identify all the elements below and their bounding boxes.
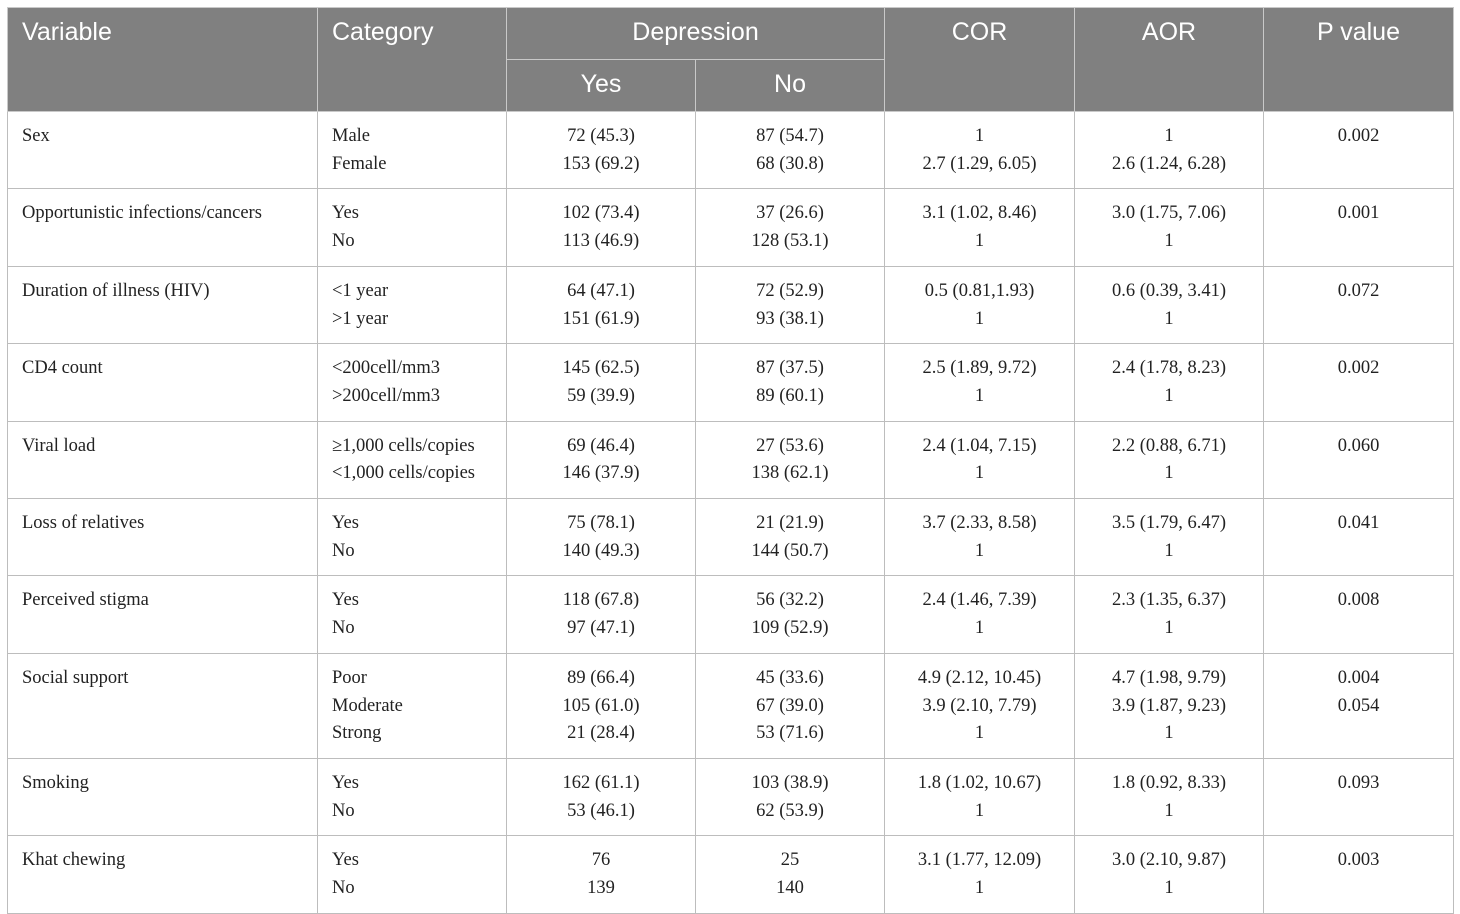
p-value-value: 0.001 bbox=[1337, 203, 1380, 224]
variable-cell bbox=[8, 758, 318, 835]
yes-cell bbox=[507, 576, 696, 653]
yes-value: 72 (45.3) bbox=[567, 126, 635, 146]
aor-value: 1.8 (0.92, 8.33) bbox=[1111, 772, 1227, 793]
p-value-cell bbox=[1264, 576, 1454, 653]
cor-value: 1 bbox=[974, 800, 985, 821]
variable-label: Opportunistic infections/cancers bbox=[22, 203, 262, 224]
header-cor: COR bbox=[885, 8, 1075, 112]
header-row bbox=[8, 8, 1454, 60]
p-value-cell bbox=[1264, 653, 1454, 758]
table-row bbox=[8, 112, 1454, 189]
yes-value: 113 (46.9) bbox=[562, 231, 640, 252]
aor-value: 3.9 (1.87, 9.23) bbox=[1111, 695, 1227, 716]
variable-cell bbox=[8, 189, 318, 266]
cor-value: 1 bbox=[974, 540, 985, 561]
yes-cell bbox=[507, 112, 696, 189]
cor-value: 1 bbox=[974, 878, 985, 899]
p-value-value: 0.041 bbox=[1337, 513, 1380, 534]
aor-value: 1 bbox=[1164, 618, 1174, 639]
table-row bbox=[8, 499, 1454, 576]
variable-label: Khat chewing bbox=[22, 850, 126, 871]
yes-value: 69 (46.4) bbox=[567, 435, 635, 456]
variable-label: Smoking bbox=[22, 772, 89, 793]
p-value-value: 0.002 bbox=[1337, 126, 1380, 146]
table-row bbox=[8, 576, 1454, 653]
aor-value: 1 bbox=[1164, 800, 1174, 821]
table-row bbox=[8, 344, 1454, 421]
variable-label: Perceived stigma bbox=[22, 590, 149, 611]
yes-cell bbox=[507, 189, 696, 266]
results-table bbox=[7, 7, 1454, 914]
yes-cell bbox=[507, 758, 696, 835]
yes-cell bbox=[507, 836, 696, 913]
variable-cell bbox=[8, 576, 318, 653]
cor-cell bbox=[885, 189, 1075, 266]
no-value: 53 (71.6) bbox=[756, 723, 824, 744]
table-row bbox=[8, 653, 1454, 758]
header-p-value: P value bbox=[1264, 8, 1454, 112]
p-value-cell bbox=[1264, 189, 1454, 266]
no-value: 68 (30.8) bbox=[756, 153, 824, 174]
no-cell bbox=[696, 421, 885, 498]
no-value: 27 (53.6) bbox=[756, 435, 824, 456]
cor-cell bbox=[885, 653, 1075, 758]
table-body bbox=[8, 112, 1454, 914]
p-value-value: 0.004 bbox=[1337, 667, 1380, 688]
yes-value: 162 (61.1) bbox=[562, 772, 640, 793]
category-value: ≥1,000 cells/copies bbox=[332, 435, 475, 456]
aor-cell bbox=[1075, 112, 1264, 189]
p-value-value: 0.002 bbox=[1337, 358, 1380, 379]
p-value-value: 0.060 bbox=[1337, 435, 1380, 456]
p-value-value: 0.008 bbox=[1337, 590, 1380, 611]
category-value: >1 year bbox=[332, 308, 389, 329]
header-yes: Yes bbox=[507, 60, 696, 112]
cor-value: 1.8 (1.02, 10.67) bbox=[917, 772, 1042, 793]
header-depression: Depression bbox=[507, 8, 885, 60]
category-cell bbox=[318, 421, 507, 498]
yes-cell bbox=[507, 344, 696, 421]
category-value: <200cell/mm3 bbox=[332, 358, 441, 379]
table-row bbox=[8, 758, 1454, 835]
no-value: 138 (62.1) bbox=[751, 463, 829, 484]
variable-cell bbox=[8, 836, 318, 913]
no-value: 140 bbox=[776, 878, 804, 899]
category-value: No bbox=[332, 800, 355, 821]
header-aor: AOR bbox=[1075, 8, 1264, 112]
cor-value: 1 bbox=[974, 385, 985, 406]
aor-value: 3.5 (1.79, 6.47) bbox=[1111, 513, 1227, 534]
category-cell bbox=[318, 266, 507, 343]
aor-value: 0.6 (0.39, 3.41) bbox=[1111, 280, 1227, 301]
aor-cell bbox=[1075, 836, 1264, 913]
cor-cell bbox=[885, 112, 1075, 189]
aor-cell bbox=[1075, 499, 1264, 576]
variable-label: CD4 count bbox=[22, 358, 103, 379]
aor-value: 2.4 (1.78, 8.23) bbox=[1111, 358, 1227, 379]
yes-value: 139 bbox=[587, 878, 615, 899]
yes-value: 105 (61.0) bbox=[562, 695, 640, 716]
yes-cell bbox=[507, 653, 696, 758]
cor-value: 2.4 (1.46, 7.39) bbox=[922, 590, 1037, 611]
yes-cell bbox=[507, 266, 696, 343]
no-value: 144 (50.7) bbox=[751, 540, 829, 561]
category-value: <1,000 cells/copies bbox=[332, 463, 475, 484]
yes-value: 97 (47.1) bbox=[567, 618, 635, 639]
category-cell bbox=[318, 112, 507, 189]
variable-label: Viral load bbox=[22, 435, 96, 456]
no-cell bbox=[696, 112, 885, 189]
no-cell bbox=[696, 576, 885, 653]
category-cell bbox=[318, 576, 507, 653]
no-value: 103 (38.9) bbox=[751, 772, 829, 793]
cor-value: 2.7 (1.29, 6.05) bbox=[922, 153, 1037, 174]
no-value: 109 (52.9) bbox=[751, 618, 829, 639]
p-value-cell bbox=[1264, 758, 1454, 835]
table-header bbox=[8, 8, 1454, 112]
variable-label: Duration of illness (HIV) bbox=[22, 280, 210, 301]
no-value: 62 (53.9) bbox=[756, 800, 824, 821]
variable-cell bbox=[8, 421, 318, 498]
category-cell bbox=[318, 653, 507, 758]
variable-cell bbox=[8, 112, 318, 189]
category-cell bbox=[318, 189, 507, 266]
category-value: <1 year bbox=[332, 280, 389, 301]
aor-value: 1 bbox=[1164, 540, 1174, 561]
category-cell bbox=[318, 836, 507, 913]
cor-value: 3.9 (2.10, 7.79) bbox=[922, 695, 1037, 716]
no-value: 56 (32.2) bbox=[756, 590, 824, 611]
yes-cell bbox=[507, 421, 696, 498]
aor-cell bbox=[1075, 189, 1264, 266]
cor-cell bbox=[885, 344, 1075, 421]
yes-value: 146 (37.9) bbox=[562, 463, 640, 484]
no-value: 87 (54.7) bbox=[756, 126, 824, 146]
aor-value: 1 bbox=[1164, 126, 1174, 146]
yes-value: 140 (49.3) bbox=[562, 540, 640, 561]
header-no: No bbox=[696, 60, 885, 112]
aor-value: 4.7 (1.98, 9.79) bbox=[1111, 667, 1227, 688]
category-value: Yes bbox=[332, 850, 359, 871]
p-value-value: 0.093 bbox=[1337, 772, 1380, 793]
aor-value: 1 bbox=[1164, 231, 1174, 252]
cor-value: 3.1 (1.02, 8.46) bbox=[922, 203, 1037, 224]
no-cell bbox=[696, 836, 885, 913]
no-value: 93 (38.1) bbox=[756, 308, 824, 329]
aor-cell bbox=[1075, 653, 1264, 758]
category-value: Yes bbox=[332, 772, 359, 793]
category-value: Poor bbox=[332, 667, 367, 688]
category-value: No bbox=[332, 540, 355, 561]
cor-cell bbox=[885, 758, 1075, 835]
aor-value: 3.0 (2.10, 9.87) bbox=[1111, 850, 1227, 871]
cor-cell bbox=[885, 836, 1075, 913]
p-value-cell bbox=[1264, 112, 1454, 189]
aor-value: 1 bbox=[1164, 723, 1174, 744]
cor-value: 1 bbox=[974, 126, 985, 146]
variable-label: Loss of relatives bbox=[22, 513, 145, 534]
yes-value: 64 (47.1) bbox=[567, 280, 635, 301]
category-value: No bbox=[332, 618, 355, 639]
category-value: Strong bbox=[332, 723, 382, 744]
cor-value: 1 bbox=[974, 463, 985, 484]
yes-value: 21 (28.4) bbox=[567, 723, 635, 744]
p-value-cell bbox=[1264, 499, 1454, 576]
cor-value: 4.9 (2.12, 10.45) bbox=[917, 667, 1042, 688]
variable-label: Social support bbox=[22, 667, 129, 688]
yes-value: 59 (39.9) bbox=[567, 385, 635, 406]
cor-cell bbox=[885, 576, 1075, 653]
variable-cell bbox=[8, 499, 318, 576]
header-variable: Variable bbox=[8, 8, 318, 112]
no-value: 21 (21.9) bbox=[756, 513, 824, 534]
yes-value: 153 (69.2) bbox=[562, 153, 640, 174]
category-cell bbox=[318, 344, 507, 421]
variable-cell bbox=[8, 266, 318, 343]
p-value-cell bbox=[1264, 836, 1454, 913]
variable-label: Sex bbox=[22, 126, 50, 146]
aor-value: 1 bbox=[1164, 308, 1174, 329]
header-category: Category bbox=[318, 8, 507, 112]
aor-value: 1 bbox=[1164, 463, 1174, 484]
category-value: Yes bbox=[332, 203, 359, 224]
cor-value: 2.5 (1.89, 9.72) bbox=[922, 358, 1037, 379]
category-value: No bbox=[332, 231, 355, 252]
aor-value: 3.0 (1.75, 7.06) bbox=[1111, 203, 1227, 224]
yes-value: 76 bbox=[591, 850, 611, 871]
aor-cell bbox=[1075, 758, 1264, 835]
cor-value: 1 bbox=[974, 618, 985, 639]
cor-value: 1 bbox=[974, 308, 985, 329]
cor-cell bbox=[885, 421, 1075, 498]
cor-value: 2.4 (1.04, 7.15) bbox=[922, 435, 1037, 456]
no-cell bbox=[696, 758, 885, 835]
yes-value: 118 (67.8) bbox=[562, 590, 640, 611]
no-value: 37 (26.6) bbox=[756, 203, 824, 224]
yes-cell bbox=[507, 499, 696, 576]
yes-value: 151 (61.9) bbox=[562, 308, 640, 329]
aor-cell bbox=[1075, 421, 1264, 498]
no-value: 87 (37.5) bbox=[756, 358, 824, 379]
variable-cell bbox=[8, 653, 318, 758]
no-value: 67 (39.0) bbox=[756, 695, 824, 716]
p-value-value: 0.054 bbox=[1337, 695, 1380, 716]
p-value-cell bbox=[1264, 266, 1454, 343]
no-cell bbox=[696, 189, 885, 266]
table-row bbox=[8, 836, 1454, 913]
no-value: 72 (52.9) bbox=[756, 280, 824, 301]
cor-value: 3.7 (2.33, 8.58) bbox=[922, 513, 1037, 534]
p-value-cell bbox=[1264, 421, 1454, 498]
category-value: Male bbox=[332, 126, 371, 146]
aor-value: 2.2 (0.88, 6.71) bbox=[1111, 435, 1227, 456]
no-value: 25 bbox=[780, 850, 800, 871]
cor-value: 1 bbox=[974, 723, 985, 744]
no-value: 128 (53.1) bbox=[751, 231, 829, 252]
cor-cell bbox=[885, 266, 1075, 343]
p-value-cell bbox=[1264, 344, 1454, 421]
cor-value: 3.1 (1.77, 12.09) bbox=[917, 850, 1042, 871]
aor-cell bbox=[1075, 576, 1264, 653]
yes-value: 53 (46.1) bbox=[567, 800, 635, 821]
aor-value: 2.6 (1.24, 6.28) bbox=[1111, 153, 1227, 174]
category-value: Yes bbox=[332, 513, 359, 534]
p-value-value: 0.003 bbox=[1337, 850, 1380, 871]
variable-cell bbox=[8, 344, 318, 421]
aor-value: 1 bbox=[1164, 385, 1174, 406]
category-value: >200cell/mm3 bbox=[332, 385, 441, 406]
cor-value: 1 bbox=[974, 231, 985, 252]
cor-value: 0.5 (0.81,1.93) bbox=[924, 280, 1035, 301]
yes-value: 145 (62.5) bbox=[562, 358, 640, 379]
yes-value: 102 (73.4) bbox=[562, 203, 640, 224]
table-row bbox=[8, 189, 1454, 266]
no-value: 45 (33.6) bbox=[756, 667, 824, 688]
category-value: Female bbox=[332, 153, 387, 174]
aor-cell bbox=[1075, 344, 1264, 421]
p-value-value: 0.072 bbox=[1337, 280, 1380, 301]
category-cell bbox=[318, 758, 507, 835]
aor-value: 1 bbox=[1164, 878, 1174, 899]
no-value: 89 (60.1) bbox=[756, 385, 824, 406]
category-value: Moderate bbox=[332, 695, 403, 716]
no-cell bbox=[696, 344, 885, 421]
cor-cell bbox=[885, 499, 1075, 576]
aor-cell bbox=[1075, 266, 1264, 343]
no-cell bbox=[696, 266, 885, 343]
yes-value: 89 (66.4) bbox=[567, 667, 635, 688]
aor-value: 2.3 (1.35, 6.37) bbox=[1111, 590, 1227, 611]
no-cell bbox=[696, 499, 885, 576]
category-value: No bbox=[332, 878, 355, 899]
no-cell bbox=[696, 653, 885, 758]
table-row bbox=[8, 266, 1454, 343]
table-row bbox=[8, 421, 1454, 498]
yes-value: 75 (78.1) bbox=[567, 513, 635, 534]
category-value: Yes bbox=[332, 590, 359, 611]
category-cell bbox=[318, 499, 507, 576]
